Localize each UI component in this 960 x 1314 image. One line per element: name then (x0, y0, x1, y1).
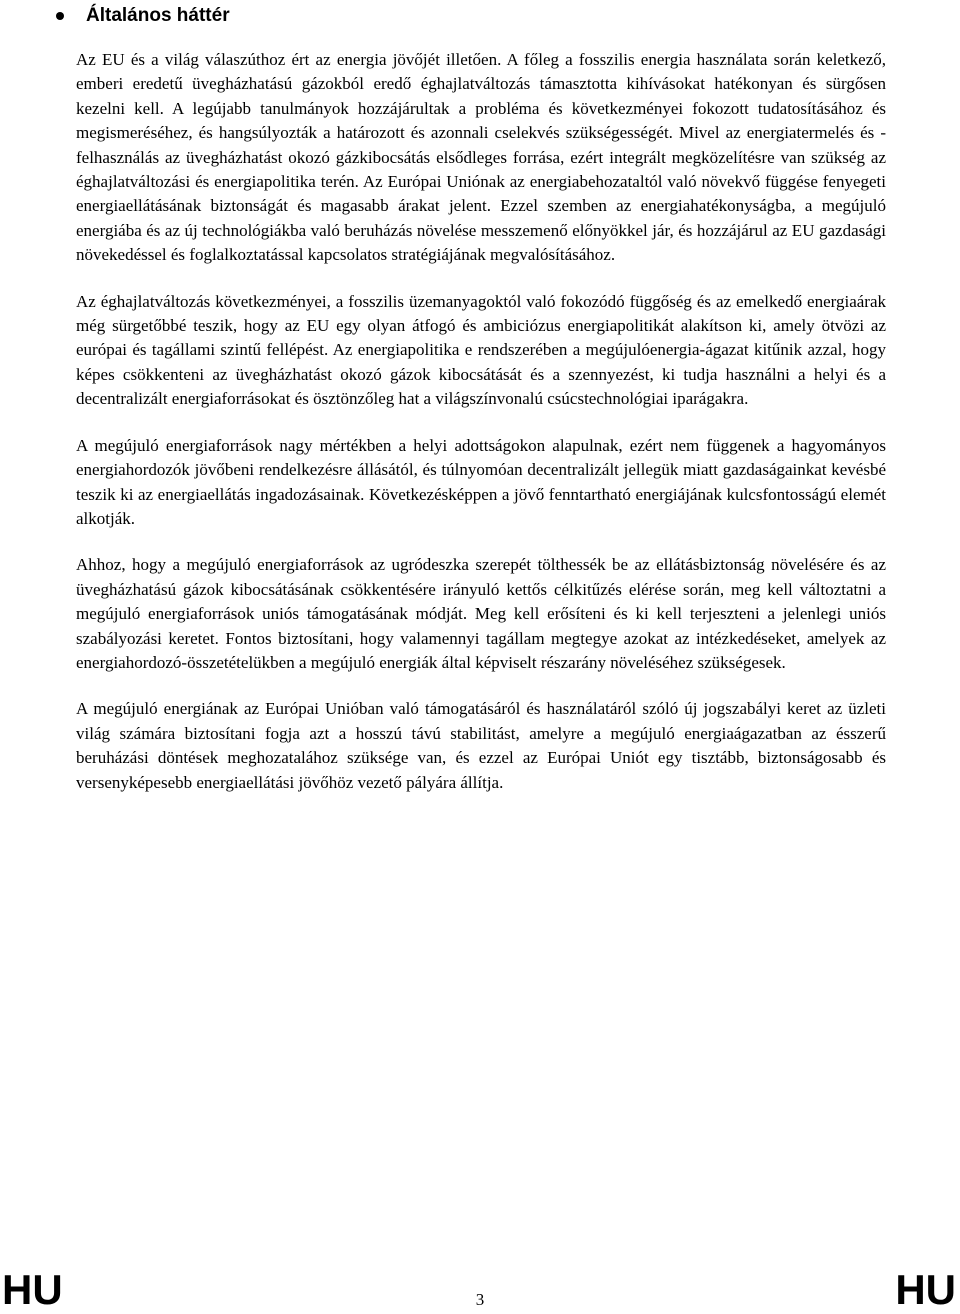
paragraph-4: Ahhoz, hogy a megújuló energiaforrások az ugródeszka szerepét tölthessék be az ellátásbiztonság növelésére és az üvegházhatású gázok kibocsátásának csökkentésére irányuló kettős célkitűzés elérése során, meg kell változtatni a megújuló energiaforrások uniós támogatásának módját. Meg kell erősíteni és ki kell terjeszteni a jelenlegi uniós szabályozási keretet. Fontos biztosítani, hogy valamennyi tagállam megtegye azokat az intézkedéseket, amelyek az energiahordozó-összetételükben a megújuló energiák által képviselt részarány növeléséhez szükségesek. (76, 555, 886, 672)
paragraph-3: A megújuló energiaforrások nagy mértékben a helyi adottságokon alapulnak, ezért nem függenek a hagyományos energiahordozók jövőbeni rendelkezésre állásától, és túlnyomóan decentralizált jellegük miatt gazdaságainkat kevésbé teszik ki az energiaellátás ingadozásainak. Következésképpen a jövő fenntartható energiájának kulcsfontosságú elemét alkotják. (76, 435, 886, 528)
paragraph-1: Az EU és a világ válaszúthoz ért az energia jövőjét illetően. A főleg a fosszilis energia használata során keletkező, emberi eredetű üvegházhatású gázokból eredő éghajlatváltozás támasztotta kihívásokat hatékonyan és sürgősen kezelni kell. A legújabb tanulmányok hozzájárultak a probléma és következményei fokozott tudatosításához és megismeréséhez, és hangsúlyozták a határozott és azonnali cselekvés szükségességét. Mivel az energiatermelés és -felhasználás az üvegházhatást okozó gázkibocsátás elsődleges forrása, ezért integrált megközelítésre van szükség az éghajlatváltozási és energiapolitika terén. Az Európai Uniónak az energiabehozataltól való növekvő függése fenyegeti energiaellátásának biztonságát és magasabb árakat jelent. Ezzel szemben az energiahatékonyságba, a megújuló energiába és az új technológiákba való beruházás növelése messzemenő előnyökkel jár, és hozzájárul az EU gazdasági növekedéssel és foglalkoztatással kapcsolatos stratégiájának megvalósításához. (76, 50, 886, 265)
document-body (76, 48, 886, 817)
section-heading-text: Általános háttér (86, 5, 230, 26)
bullet-icon (56, 12, 64, 20)
page-number: 3 (475, 1290, 485, 1309)
footer-language-code-left: HU (2, 1266, 63, 1313)
paragraph-5: A megújuló energiának az Európai Unióban való támogatásáról és használatáról szóló új jogszabályi keret az üzleti világ számára biztosítani fogja azt a hosszú távú stabilitást, amelyre a megújuló energiaágazatban az ésszerű beruházási döntések meghozatalához szüksége van, és ezzel az Európai Uniót egy tisztább, biztonságosabb és versenyképesebb energiaellátási jövőhöz vezető pályára állítja. (76, 699, 886, 792)
footer-language-code-right: HU (895, 1266, 956, 1313)
section-heading (56, 2, 230, 30)
paragraph-2: Az éghajlatváltozás következményei, a fosszilis üzemanyagoktól való fokozódó függőség és az emelkedő energiaárak még sürgetőbbé teszik, hogy az EU egy olyan átfogó és ambiciózus energiapolitikát alakítson ki, amely ötvözi az európai és tagállami szintű fellépést. Az energiapolitika e rendszerében a megújulóenergia-ágazat kitűnik azzal, hogy képes csökkenteni az üvegházhatást okozó gázok kibocsátását és a szennyezést, ki tudja használni a helyi és a decentralizált energiaforrásokat és ösztönzőleg hat a világszínvonalú csúcstechnológiai iparágakra. (76, 291, 886, 409)
